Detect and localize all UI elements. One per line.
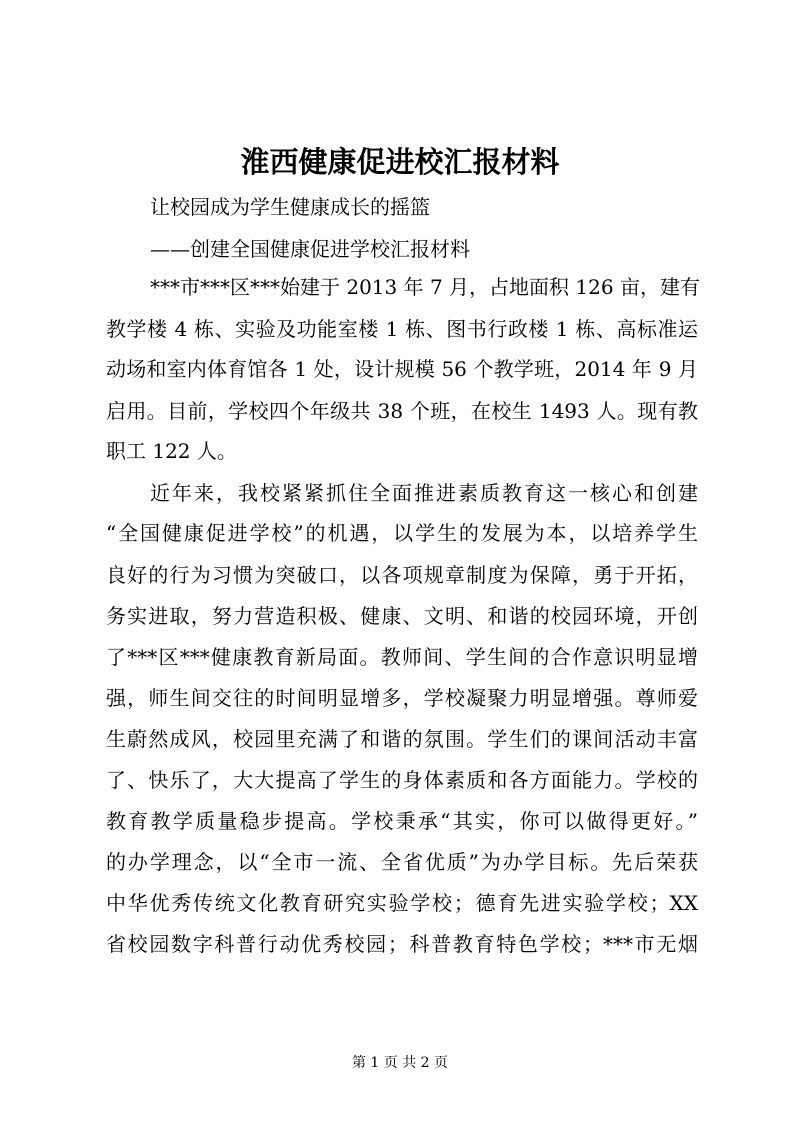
paragraph-2-line: 强，师生间交往的时间明显增多，学校凝聚力明显增强。尊师爱 bbox=[106, 686, 698, 710]
paragraph-2-line: 了***区***健康教育新局面。教师间、学生间的合作意识明显增 bbox=[106, 645, 698, 669]
paragraph-1-line: 动场和室内体育馆各 1 处，设计规模 56 个教学班，2014 年 9 月 bbox=[106, 357, 698, 381]
page-number-footer: 第 1 页 共 2 页 bbox=[351, 1055, 449, 1071]
paragraph-2-line: “全国健康促进学校”的机遇，以学生的发展为本，以培养学生 bbox=[106, 521, 698, 545]
paragraph-2-line: 的办学理念，以“全市一流、全省优质”为办学目标。先后荣获 bbox=[106, 850, 698, 874]
document-subtitle: 让校园成为学生健康成长的摇篮 bbox=[150, 195, 430, 219]
paragraph-2-line: 务实进取，努力营造积极、健康、文明、和谐的校园环境，开创 bbox=[106, 604, 698, 628]
paragraph-2-line: 了、快乐了，大大提高了学生的身体素质和各方面能力。学校的 bbox=[106, 768, 698, 792]
paragraph-2-line: 教育教学质量稳步提高。学校秉承“其实，你可以做得更好。” bbox=[106, 809, 698, 833]
paragraph-1-line: 职工 122 人。 bbox=[106, 439, 237, 463]
paragraph-1-line: 启用。目前，学校四个年级共 38 个班，在校生 1493 人。现有教 bbox=[106, 399, 698, 423]
document-subheading: ——创建全国健康促进学校汇报材料 bbox=[150, 237, 470, 261]
paragraph-1-line: 教学楼 4 栋、实验及功能室楼 1 栋、图书行政楼 1 栋、高标准运 bbox=[106, 317, 698, 341]
paragraph-2-line: 生蔚然成风，校园里充满了和谐的氛围。学生们的课间活动丰富 bbox=[106, 727, 698, 751]
paragraph-2-line: 中华优秀传统文化教育研究实验学校；德育先进实验学校；XX bbox=[106, 891, 698, 915]
document-title: 淮西健康促进校汇报材料 bbox=[240, 145, 560, 179]
paragraph-2-line: 近年来，我校紧紧抓住全面推进素质教育这一核心和创建 bbox=[150, 481, 698, 505]
paragraph-2-line: 良好的行为习惯为突破口，以各项规章制度为保障，勇于开拓， bbox=[106, 563, 698, 587]
paragraph-1-line: ***市***区***始建于 2013 年 7 月，占地面积 126 亩，建有 bbox=[150, 275, 700, 299]
paragraph-2-line: 省校园数字科普行动优秀校园；科普教育特色学校；***市无烟 bbox=[106, 932, 698, 956]
